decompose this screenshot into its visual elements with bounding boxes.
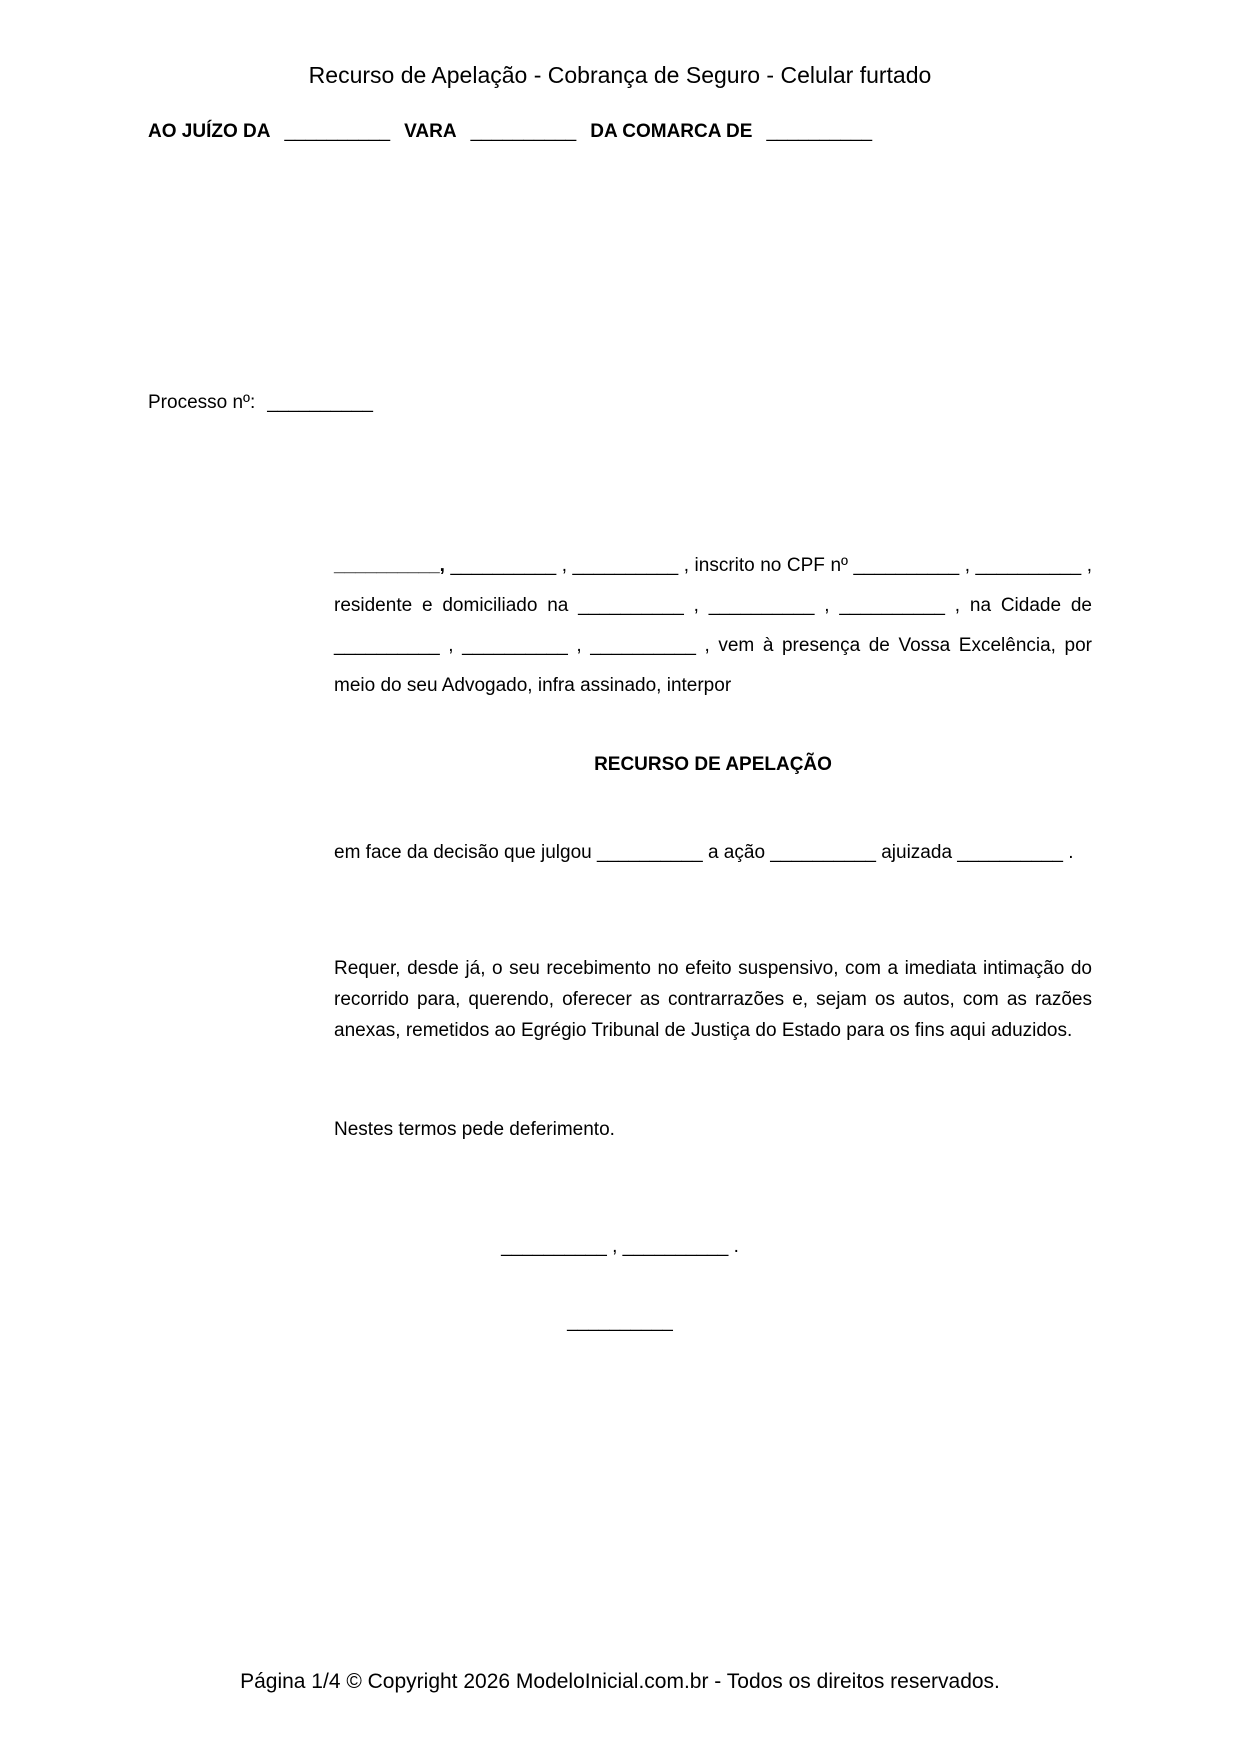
recurso-heading: RECURSO DE APELAÇÃO bbox=[594, 754, 832, 775]
em-face-paragraph: em face da decisão que julgou __________ a ação __________ ajuizada __________ . bbox=[334, 842, 1074, 863]
addressing-line bbox=[148, 117, 1092, 147]
city-date-line: __________ , __________ . bbox=[501, 1236, 739, 1257]
signature-line: __________ bbox=[567, 1311, 673, 1332]
qualification-text: __________ , __________ , inscrito no CPF nº __________ , __________ , residente e domiciliado na __________ , __________ , __________ , na Cidade de __________ , __________ , __________ , vem à presença de Vossa Excelência, por meio do seu Advogado, infra assinado, interpor bbox=[334, 555, 1092, 696]
comarca-blank: __________ bbox=[766, 121, 873, 142]
addressing-vara-label: VARA bbox=[404, 121, 457, 142]
process-number-blank: __________ bbox=[267, 392, 373, 413]
closing-request-line: Nestes termos pede deferimento. bbox=[334, 1119, 615, 1140]
page-footer: Página 1/4 © Copyright 2026 ModeloInicial.com.br - Todos os direitos reservados. bbox=[240, 1670, 1000, 1693]
requer-paragraph: Requer, desde já, o seu recebimento no efeito suspensivo, com a imediata intimação do recorrido para, querendo, oferecer as contrarrazões e, sejam os autos, com as razões anexas, remetidos ao Egrégio Tribunal de Justiça do Estado para os fins aqui aduzidos. bbox=[334, 958, 1092, 1041]
appellant-name-blank: __________, bbox=[334, 555, 445, 576]
court-number-blank: __________ bbox=[284, 121, 391, 142]
process-number-label: Processo nº: bbox=[148, 392, 256, 413]
qualification-paragraph bbox=[334, 546, 1092, 706]
addressing-comarca-label: DA COMARCA DE bbox=[590, 121, 753, 142]
process-number-line bbox=[148, 388, 373, 418]
addressing-court-label: AO JUÍZO DA bbox=[148, 121, 271, 142]
vara-blank: __________ bbox=[470, 121, 577, 142]
page-title: Recurso de Apelação - Cobrança de Seguro - Celular furtado bbox=[308, 62, 932, 88]
